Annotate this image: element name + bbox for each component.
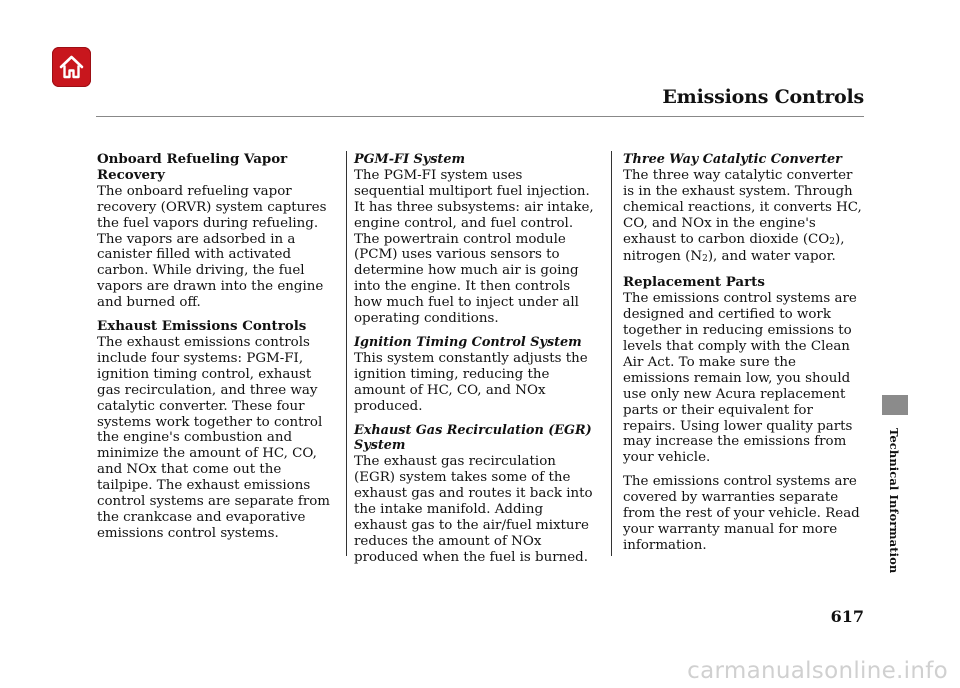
home-button[interactable] — [52, 47, 91, 87]
paragraph-catalytic-converter: The three way catalytic converter is in the exhaust system. Through chemical reactions, it converts HC, CO, and NOx in the engine's exhaust to carbon dioxide $(CO_2)$, nitrogen $(N_2)$, and water vapor. — [623, 167, 862, 265]
title-divider — [96, 116, 864, 117]
paragraph-orvr: The onboard refueling vapor recovery (ORVR) system captures the fuel vapors during refueling. The vapors are adsorbed in a canister filled with activated carbon. While driving, the fuel vapors are drawn into the engine and burned off. — [97, 183, 327, 311]
column-divider-2 — [611, 151, 612, 556]
watermark: carmanualsonline.info — [687, 658, 948, 684]
paragraph-egr: The exhaust gas recirculation (EGR) system takes some of the exhaust gas and routes it back into the intake manifold. Adding exhaust gas to the air/fuel mixture reduces the amount of NOx produced when the fuel is burned. — [354, 454, 593, 565]
heading-exhaust-emissions: Exhaust Emissions Controls — [97, 318, 307, 335]
column-2 — [354, 152, 594, 574]
column-3 — [623, 152, 863, 562]
heading-pgm-fi: PGM-FI System — [354, 152, 466, 167]
column-divider-1 — [346, 151, 347, 556]
paragraph-replacement-parts: The emissions control systems are designed and certified to work together in reducing emissions to levels that comply with the Clean Air Act. To make sure the emissions remain low, you should use only new Acura replacement parts or their equivalent for repairs. Using lower quality parts may increase the emissions from your vehicle. — [623, 291, 857, 466]
heading-egr: Exhaust Gas Recirculation (EGR) System — [354, 422, 592, 454]
column-1 — [97, 152, 337, 550]
heading-replacement-parts: Replacement Parts — [623, 274, 765, 291]
heading-ignition-timing: Ignition Timing Control System — [354, 334, 582, 350]
heading-catalytic-converter: Three Way Catalytic Converter — [623, 152, 842, 167]
heading-orvr: Onboard Refueling Vapor Recovery — [97, 151, 288, 183]
paragraph-warranty: The emissions control systems are covered by warranties separate from the rest of your vehicle. Read your warranty manual for more information. — [623, 474, 860, 553]
home-icon — [58, 53, 85, 81]
paragraph-ignition-timing: This system constantly adjusts the ignition timing, reducing the amount of HC, CO, and NOx produced. — [354, 350, 588, 414]
section-tab-marker — [882, 395, 908, 415]
paragraph-pgm-fi: The PGM-FI system uses sequential multiport fuel injection. It has three subsystems: air intake, engine control, and fuel control. The powertrain control module (PCM) uses various sensors to determine how much air is going into the engine. It then controls how much fuel to inject under all operating conditions. — [354, 167, 594, 327]
sidebar-section-label[interactable]: Technical Information — [887, 428, 901, 574]
page-number: 617 — [830, 607, 864, 626]
page-title: Emissions Controls — [662, 86, 864, 108]
paragraph-exhaust-emissions: The exhaust emissions controls include four systems: PGM-FI, ignition timing control, exhaust gas recirculation, and three way catalytic converter. These four systems work together to control the engine's combustion and minimize the amount of HC, CO, and NOx that come out the tailpipe. The exhaust emissions control systems are separate from the crankcase and evaporative emissions control systems. — [97, 334, 330, 541]
